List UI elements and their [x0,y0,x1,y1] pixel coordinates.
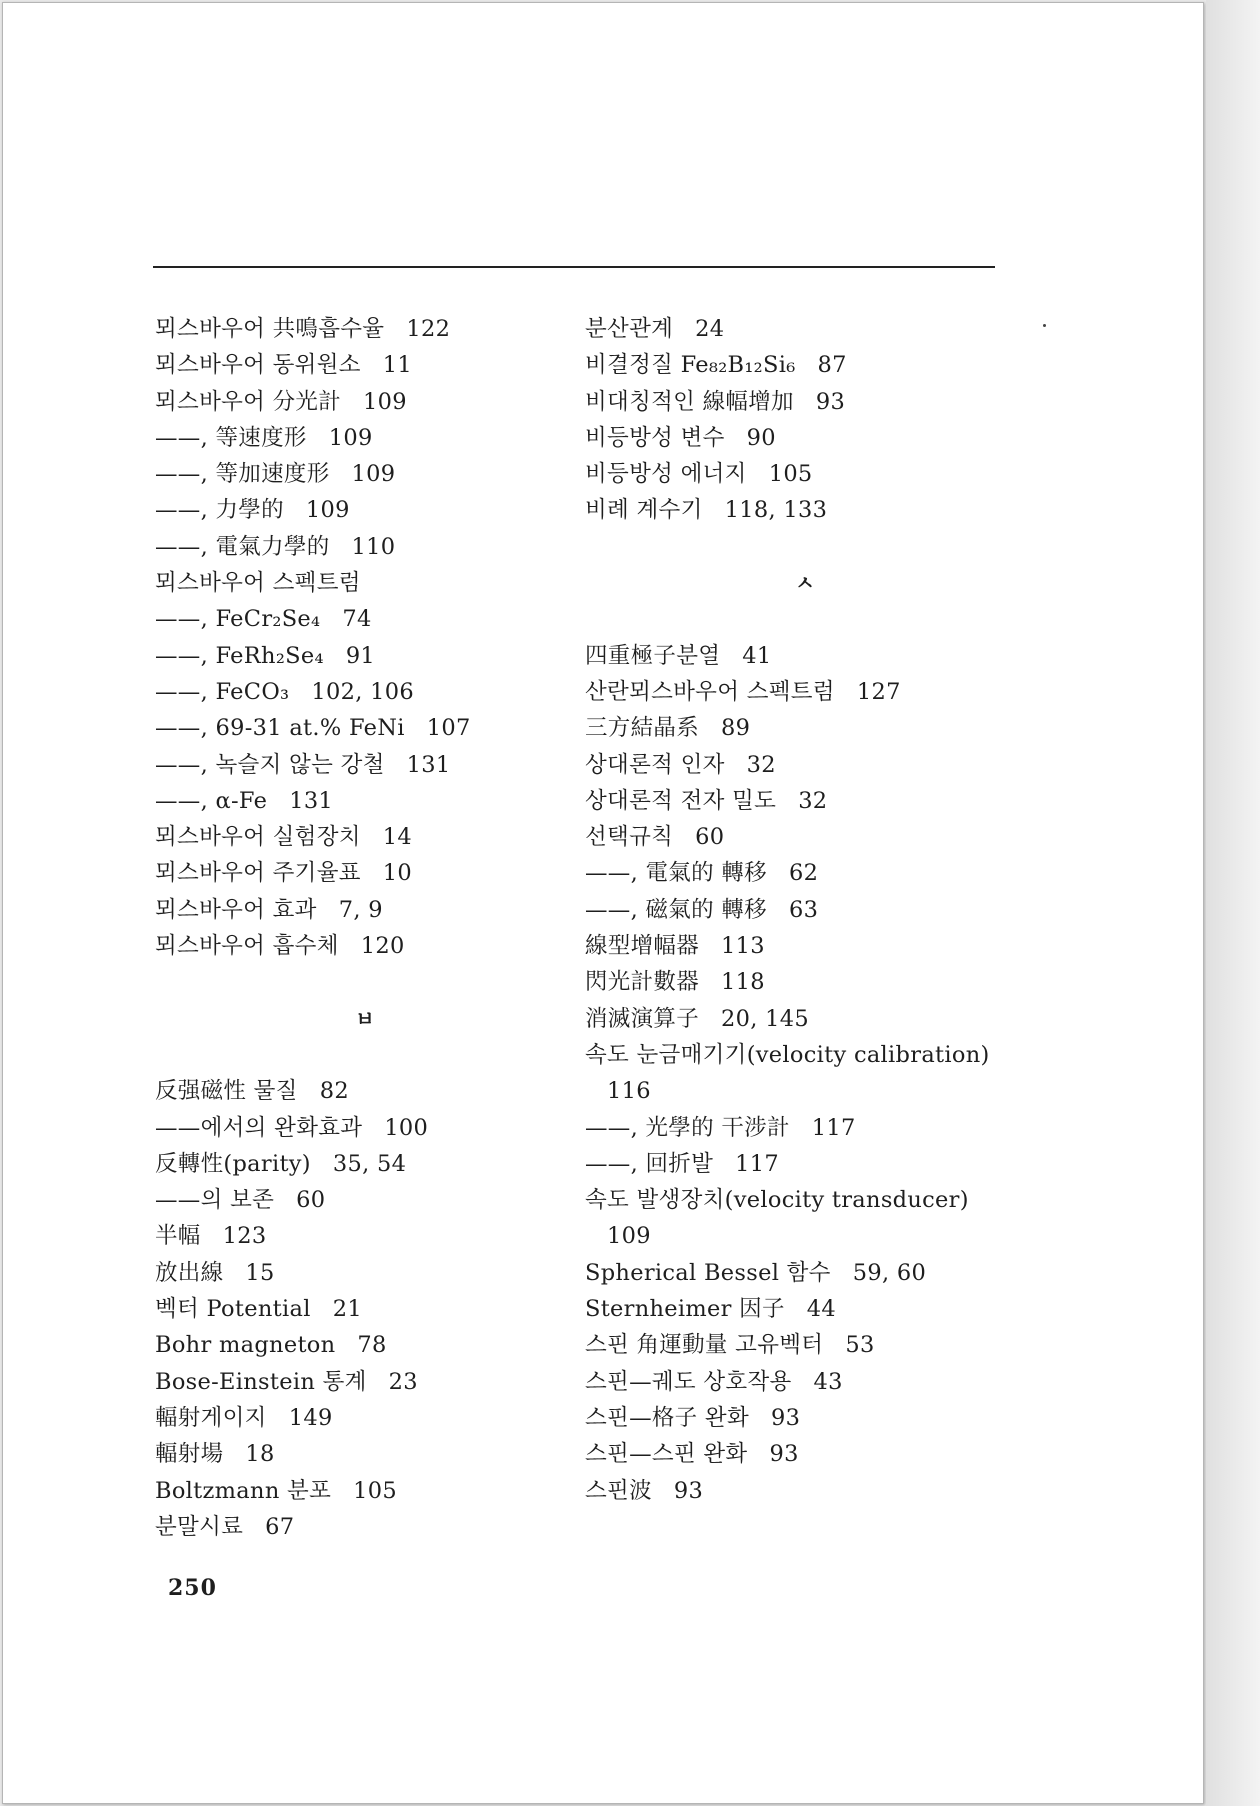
index-entry [585,964,1025,1000]
index-entry [585,1364,1025,1400]
index-term: 비등방성 에너지 [585,461,747,488]
index-entry [155,855,575,891]
index-term: 뫼스바우어 주기율표 [155,860,361,887]
index-page-numbers: 117 [811,1114,856,1141]
index-entry [155,529,575,565]
index-term: ——에서의 완화효과 [155,1114,363,1141]
header-rule [153,266,995,268]
index-page-numbers: 53 [845,1332,875,1359]
index-page-numbers: 67 [265,1513,295,1540]
index-entry [585,892,1025,928]
index-term: Bose-Einstein 통계 [155,1368,367,1395]
index-entry [155,1436,575,1472]
index-page-numbers: 89 [721,715,751,742]
index-page-numbers: 116 [607,1078,651,1105]
index-entry [585,1400,1025,1436]
index-page-numbers: 10 [382,860,413,887]
index-page-numbers: 105 [353,1477,397,1504]
index-term: ——, FeCr₂Se₄ [155,606,321,633]
index-entry [155,710,575,746]
index-page-numbers: 74 [342,606,372,633]
index-term: 스핀—궤도 상호작용 [585,1368,792,1395]
index-page-numbers: 62 [788,860,819,887]
index-entry [585,347,1025,383]
index-entry [585,819,1025,855]
index-term: ——, FeCO₃ [155,678,290,705]
index-term: 뫼스바우어 동위원소 [155,352,361,379]
index-term: ——, 光學的 干涉計 [585,1114,790,1141]
index-term: ——, 等速度形 [155,424,307,451]
index-entry [155,1327,575,1363]
index-page-numbers: 102, 106 [311,678,414,705]
index-term: Boltzmann 분포 [155,1477,332,1504]
index-entry [155,1073,575,1109]
index-term: 輻射게이지 [155,1404,267,1431]
index-entry [155,747,575,783]
index-entry [585,1436,1025,1472]
index-entry [155,1509,575,1545]
index-page-numbers: 15 [245,1259,275,1286]
blank-line [155,1037,575,1073]
index-page-numbers: 91 [345,642,376,669]
index-page-numbers: 93 [673,1477,704,1504]
index-term: 半幅 [155,1223,201,1250]
page-number: 250 [168,1575,217,1601]
index-term: 분말시료 [155,1513,244,1540]
section-letter: ㅂ [355,1006,375,1031]
index-page-numbers: 110 [351,533,396,560]
index-entry [585,1146,1025,1182]
index-entry [585,420,1025,456]
index-entry [155,674,575,710]
index-page-numbers: 24 [695,316,725,342]
index-entry [585,1218,1025,1254]
index-entry [585,311,1025,347]
index-entry [155,565,575,601]
index-term: 산란뫼스바우어 스펙트럼 [585,678,835,705]
index-page-numbers: 43 [813,1368,843,1395]
index-term: 三方結晶系 [585,715,700,742]
index-entry [585,1001,1025,1037]
index-term: 비례 계수기 [585,497,703,524]
index-page-numbers: 60 [695,824,725,851]
index-page-numbers: 59, 60 [852,1259,927,1286]
index-term: 放出線 [155,1259,224,1286]
index-page-numbers: 107 [426,715,471,742]
index-entry [155,1473,575,1509]
index-entry [155,1364,575,1400]
index-term: 벡터 Potential [155,1296,311,1323]
left-index-column [155,311,575,1545]
index-term: ——, 等加速度形 [155,461,330,488]
index-entry [155,1182,575,1218]
index-term: 輻射場 [155,1441,224,1468]
index-term: 비등방성 변수 [585,424,725,451]
index-term: 스핀—格子 완화 [585,1404,749,1431]
index-page-numbers: 32 [798,787,828,814]
index-page-numbers: 105 [768,461,813,488]
index-entry [585,928,1025,964]
index-page-numbers: 44 [806,1296,837,1323]
index-page-numbers: 63 [788,896,819,923]
index-term: 비결정질 Fe₈₂B₁₂Si₆ [585,352,796,379]
right-index-column [585,311,1025,1509]
index-page-numbers: 109 [351,461,396,488]
index-entry [585,747,1025,783]
index-page-numbers: 149 [288,1404,333,1431]
index-entry [585,1182,1025,1218]
index-page-numbers: 60 [296,1187,326,1214]
index-term: 反强磁性 물질 [155,1078,298,1105]
index-entry [585,710,1025,746]
index-page-numbers: 93 [815,388,846,415]
index-term: 선택규칙 [585,824,674,851]
index-page-numbers: 118, 133 [724,497,828,524]
index-entry [585,783,1025,819]
index-page-numbers: 23 [388,1368,418,1395]
index-entry [155,1218,575,1254]
index-term: 스핀 角運動量 고유벡터 [585,1332,824,1359]
index-term: Spherical Bessel 함수 [585,1259,831,1286]
index-page-numbers: 93 [769,1441,799,1468]
index-entry [585,1255,1025,1291]
index-page-numbers: 113 [721,933,765,960]
index-page-numbers: 127 [856,678,901,705]
index-term: 四重極子분열 [585,642,721,669]
index-term: ——, 녹슬지 않는 강철 [155,751,385,778]
index-term: 상대론적 전자 밀도 [585,787,777,814]
index-page-numbers: 118 [721,969,765,996]
index-entry [585,674,1025,710]
index-page-numbers: 117 [735,1150,779,1177]
index-term: 속도 눈금매기기(velocity calibration) [585,1041,990,1068]
index-page-numbers: 7, 9 [338,896,383,923]
index-entry [155,601,575,637]
index-entry [155,492,575,528]
index-term: 反轉性(parity) [155,1150,311,1177]
index-page-numbers: 11 [382,352,413,379]
index-page-numbers: 122 [406,316,451,342]
index-term: ——, FeRh₂Se₄ [155,642,324,669]
index-page-numbers: 14 [382,824,413,851]
index-term: ——의 보존 [155,1187,275,1214]
index-term: 뫼스바우어 효과 [155,896,317,923]
index-term: 뫼스바우어 共鳴흡수율 [155,316,385,342]
index-term: 상대론적 인자 [585,751,725,778]
index-term: ——, 磁氣的 轉移 [585,896,767,923]
index-term: Bohr magneton [155,1332,336,1359]
index-entry [155,384,575,420]
index-term: 분산관계 [585,316,674,342]
index-term: 消滅演算子 [585,1005,700,1032]
index-entry [585,1073,1025,1109]
index-entry [155,1146,575,1182]
index-term: 뫼스바우어 실험장치 [155,824,361,851]
index-page-numbers: 109 [328,424,373,451]
index-page-numbers: 82 [319,1078,349,1105]
index-page-numbers: 32 [746,751,776,778]
index-page-numbers: 123 [222,1223,267,1250]
index-entry [585,456,1025,492]
index-entry [155,1255,575,1291]
index-page-numbers: 93 [771,1404,801,1431]
index-page-numbers: 131 [289,787,334,814]
index-page-numbers: 35, 54 [332,1150,407,1177]
index-entry [155,1291,575,1327]
index-entry [155,928,575,964]
index-term: 閃光計數器 [585,969,700,996]
index-term: ——, 電氣力學的 [155,533,330,560]
index-entry [155,347,575,383]
index-term: 뫼스바우어 스펙트럼 [155,570,361,597]
blank-line [585,601,1025,637]
index-page-numbers: 109 [607,1223,651,1250]
index-term: 속도 발생장치(velocity transducer) [585,1187,969,1214]
index-entry [155,456,575,492]
index-page-numbers: 120 [360,933,405,960]
index-page-numbers: 109 [305,497,350,524]
index-term: ——, 力學的 [155,497,284,524]
index-entry [585,638,1025,674]
index-page-numbers: 20, 145 [721,1005,809,1032]
index-term: ——, 電氣的 轉移 [585,860,767,887]
index-term: ——, 69-31 at.% FeNi [155,715,405,742]
index-entry [155,420,575,456]
index-term: 비대칭적인 線幅增加 [585,388,794,415]
index-entry [155,311,575,347]
index-entry [155,1110,575,1146]
index-entry [155,1400,575,1436]
index-entry [585,384,1025,420]
viewer-gutter [1206,0,1260,1806]
index-entry [585,1110,1025,1146]
blank-line [585,529,1025,565]
index-term: ——, α-Fe [155,787,268,814]
index-entry [155,783,575,819]
index-page-numbers: 18 [245,1441,275,1468]
index-entry [585,1291,1025,1327]
index-page-numbers: 78 [357,1332,387,1359]
index-page-numbers: 21 [332,1296,362,1323]
index-entry [155,638,575,674]
index-page-numbers: 100 [384,1114,429,1141]
index-term: 線型增幅器 [585,933,700,960]
index-page-numbers: 109 [363,388,407,415]
index-term: 스핀—스핀 완화 [585,1441,748,1468]
blank-line [155,964,575,1000]
scan-speck [1043,324,1046,327]
index-term: 뫼스바우어 分光計 [155,388,342,415]
index-entry [585,1037,1025,1073]
index-entry [585,1473,1025,1509]
index-term: 뫼스바우어 흡수체 [155,933,339,960]
index-entry [585,855,1025,891]
index-entry [155,819,575,855]
index-entry [155,892,575,928]
index-page [2,2,1204,1804]
index-entry [585,492,1025,528]
index-page-numbers: 90 [746,424,776,451]
index-page-numbers: 87 [817,352,847,379]
index-term: Sternheimer 因子 [585,1296,785,1323]
index-page-numbers: 41 [742,642,772,669]
index-page-numbers: 131 [406,751,451,778]
index-entry [585,1327,1025,1363]
index-term: ——, 回折발 [585,1150,714,1177]
index-term: 스핀波 [585,1477,652,1504]
section-letter: ㅅ [795,571,815,596]
